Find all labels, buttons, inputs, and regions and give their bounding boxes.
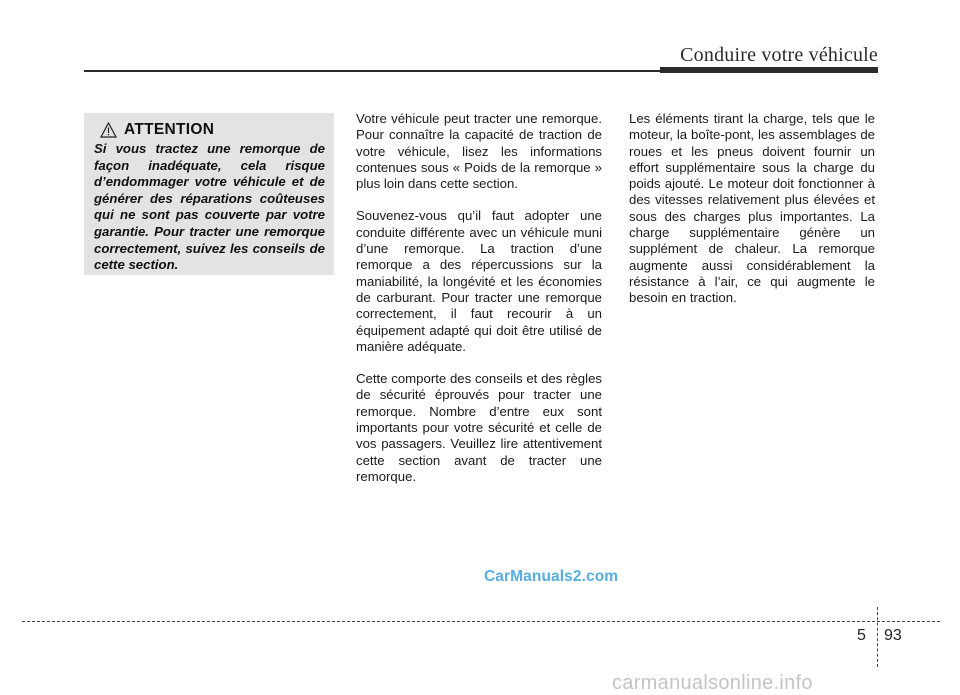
footer-site-watermark: carmanualsonline.info	[612, 672, 813, 694]
paragraph: Cette comporte des conseils et des règles de sécurité éprouvés pour tracter une remorque. Nombre d’entre eux sont importants pour votre sécurité et celle de vos passagers. Veuillez lire attentivement cette section avant de tracter une remorque.	[356, 371, 602, 484]
header-rule-thick	[660, 67, 878, 73]
footer-dashed-rule	[22, 621, 940, 622]
footer-dashed-divider	[877, 607, 878, 667]
attention-text: Si vous tractez une remorque de façon inadéquate, cela risque d’endommager votre véhicule et de générer des réparations coûteuses qui ne sont pas couverte par votre garantie. Pour tracter une remorque correctement, suivez les conseils de cette section.	[94, 141, 325, 273]
warning-triangle-icon	[100, 122, 117, 138]
paragraph: Souvenez-vous qu’il faut adopter une conduite différente avec un véhicule muni d’une remorque. La traction d’une remorque a des répercussions sur la maniabilité, la longévité et les économies de carburant. Pour tracter une remorque correctement, il faut recourir à un équipement adapté qui doit être utilisé de manière adéquate.	[356, 208, 602, 354]
watermark-link[interactable]: CarManuals2.com	[484, 568, 619, 585]
attention-box	[84, 113, 334, 275]
paragraph: Votre véhicule peut tracter une remorque. Pour connaître la capacité de traction de votre véhicule, lisez les informations contenues sous « Poids de la remorque » plus loin dans cette section.	[356, 111, 602, 192]
attention-header	[100, 121, 325, 139]
page-number: 93	[884, 627, 902, 644]
column-right	[629, 111, 875, 323]
paragraph: Les éléments tirant la charge, tels que le moteur, la boîte-pont, les assemblages de roues et les pneus doivent fournir un effort supplémentaire sous la charge du poids ajouté. Le moteur doit fonctionner à des vitesses relativement plus élevées et sous des charges plus importantes. La charge supplémentaire génère un supplément de chaleur. La remorque augmente aussi considérablement la résistance à l’air, ce qui augmente le besoin en traction.	[629, 111, 875, 306]
header-rule-thin	[84, 70, 662, 72]
chapter-number: 5	[857, 627, 866, 644]
attention-title: ATTENTION	[124, 121, 215, 138]
page-header-title: Conduire votre véhicule	[680, 44, 878, 66]
column-middle	[356, 111, 602, 501]
